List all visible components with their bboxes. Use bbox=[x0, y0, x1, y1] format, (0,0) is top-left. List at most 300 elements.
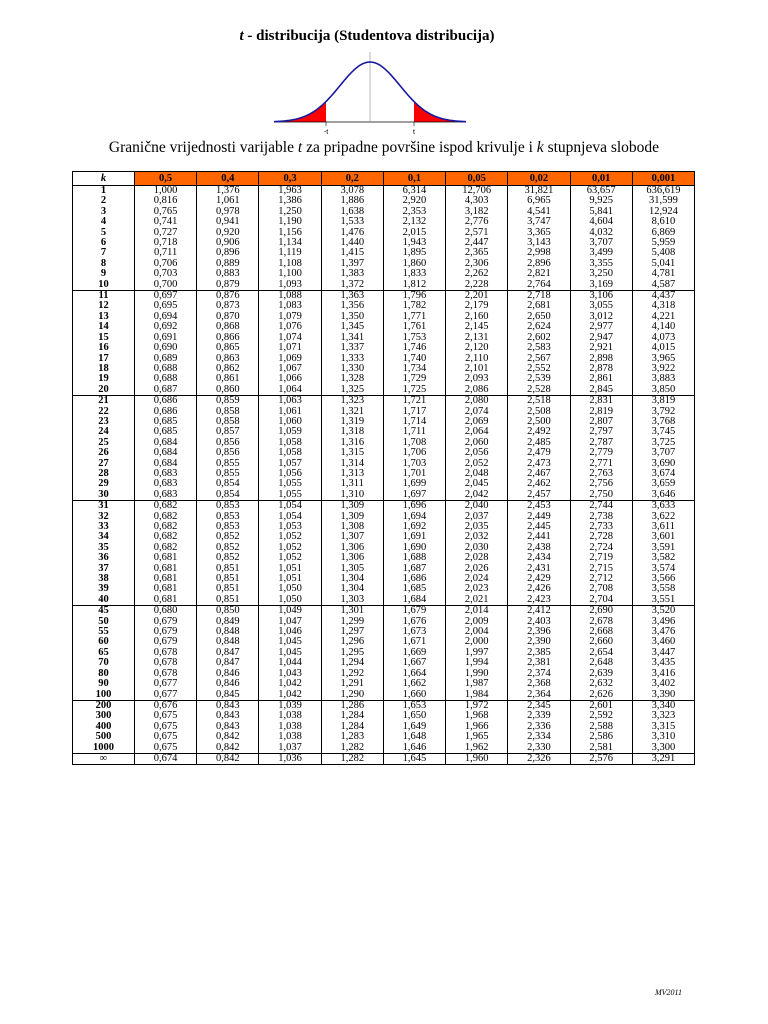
critical-value-cell: 0,854 bbox=[197, 479, 259, 489]
page-title bbox=[0, 28, 734, 45]
critical-value-cell: 0,849 bbox=[197, 617, 259, 627]
critical-value-cell: 2,601 bbox=[570, 700, 632, 711]
critical-value-cell: 0,675 bbox=[135, 711, 197, 721]
degrees-of-freedom-cell: 70 bbox=[73, 658, 135, 668]
degrees-of-freedom-cell: 15 bbox=[73, 333, 135, 343]
critical-value-cell: 0,851 bbox=[197, 574, 259, 584]
critical-value-cell: 0,703 bbox=[135, 269, 197, 279]
critical-value-cell: 2,449 bbox=[508, 512, 570, 522]
critical-value-cell: 1,054 bbox=[259, 501, 321, 512]
critical-value-cell: 2,898 bbox=[570, 354, 632, 364]
degrees-of-freedom-cell: 4 bbox=[73, 217, 135, 227]
critical-value-cell: 0,687 bbox=[135, 385, 197, 396]
degrees-of-freedom-cell: 20 bbox=[73, 385, 135, 396]
critical-value-cell: 2,764 bbox=[508, 280, 570, 291]
degrees-of-freedom-cell: 3 bbox=[73, 207, 135, 217]
critical-value-cell: 3,725 bbox=[632, 438, 694, 448]
table-row bbox=[73, 343, 695, 353]
critical-value-cell: 1,282 bbox=[321, 743, 383, 754]
critical-value-cell: 1,054 bbox=[259, 512, 321, 522]
critical-value-cell: 1,648 bbox=[383, 732, 445, 742]
critical-value-cell: 2,438 bbox=[508, 543, 570, 553]
critical-value-cell: 0,694 bbox=[135, 312, 197, 322]
critical-value-cell: 3,365 bbox=[508, 228, 570, 238]
critical-value-cell: 3,566 bbox=[632, 574, 694, 584]
critical-value-cell: 0,676 bbox=[135, 700, 197, 711]
subtitle-part3: stupnjeva slobode bbox=[543, 139, 660, 156]
table-row bbox=[73, 753, 695, 764]
critical-value-cell: 0,856 bbox=[197, 448, 259, 458]
critical-value-cell: 1,058 bbox=[259, 448, 321, 458]
critical-value-cell: 4,604 bbox=[570, 217, 632, 227]
degrees-of-freedom-cell: 16 bbox=[73, 343, 135, 353]
critical-value-cell: 3,922 bbox=[632, 364, 694, 374]
critical-value-cell: 1,350 bbox=[321, 312, 383, 322]
alpha-header: 0,2 bbox=[321, 172, 383, 186]
critical-value-cell: 0,682 bbox=[135, 532, 197, 542]
critical-value-cell: 1,669 bbox=[383, 648, 445, 658]
critical-value-cell: 2,763 bbox=[570, 469, 632, 479]
critical-value-cell: 2,602 bbox=[508, 333, 570, 343]
critical-value-cell: 0,727 bbox=[135, 228, 197, 238]
critical-value-cell: 1,291 bbox=[321, 679, 383, 689]
critical-value-cell: 0,685 bbox=[135, 417, 197, 427]
critical-value-cell: 0,846 bbox=[197, 669, 259, 679]
critical-value-cell: 1,687 bbox=[383, 564, 445, 574]
critical-value-cell: 2,819 bbox=[570, 407, 632, 417]
alpha-header: 0,3 bbox=[259, 172, 321, 186]
critical-value-cell: 0,683 bbox=[135, 469, 197, 479]
degrees-of-freedom-cell: 26 bbox=[73, 448, 135, 458]
critical-value-cell: 1,057 bbox=[259, 459, 321, 469]
critical-value-cell: 1,997 bbox=[446, 648, 508, 658]
critical-value-cell: 2,131 bbox=[446, 333, 508, 343]
degrees-of-freedom-cell: 35 bbox=[73, 543, 135, 553]
critical-value-cell: 2,132 bbox=[383, 217, 445, 227]
critical-value-cell: 1,679 bbox=[383, 606, 445, 617]
critical-value-cell: 2,654 bbox=[570, 648, 632, 658]
critical-value-cell: 0,679 bbox=[135, 617, 197, 627]
critical-value-cell: 3,435 bbox=[632, 658, 694, 668]
critical-value-cell: 0,842 bbox=[197, 743, 259, 754]
critical-value-cell: 1,056 bbox=[259, 469, 321, 479]
critical-value-cell: 0,843 bbox=[197, 700, 259, 711]
critical-value-cell: 1,292 bbox=[321, 669, 383, 679]
critical-value-cell: 1,038 bbox=[259, 722, 321, 732]
critical-value-cell: 3,850 bbox=[632, 385, 694, 396]
critical-value-cell: 2,120 bbox=[446, 343, 508, 353]
critical-value-cell: 1,313 bbox=[321, 469, 383, 479]
critical-value-cell: 1,328 bbox=[321, 374, 383, 384]
critical-value-cell: 1,645 bbox=[383, 753, 445, 764]
critical-value-cell: 2,771 bbox=[570, 459, 632, 469]
critical-value-cell: 1,372 bbox=[321, 280, 383, 291]
critical-value-cell: 3,402 bbox=[632, 679, 694, 689]
degrees-of-freedom-cell: 18 bbox=[73, 364, 135, 374]
critical-value-cell: 1,968 bbox=[446, 711, 508, 721]
critical-value-cell: 2,473 bbox=[508, 459, 570, 469]
critical-value-cell: 0,684 bbox=[135, 438, 197, 448]
critical-value-cell: 4,032 bbox=[570, 228, 632, 238]
critical-value-cell: 1,051 bbox=[259, 564, 321, 574]
critical-value-cell: 1,697 bbox=[383, 490, 445, 501]
critical-value-cell: 2,920 bbox=[383, 196, 445, 206]
critical-value-cell: 0,848 bbox=[197, 627, 259, 637]
critical-value-cell: 1,061 bbox=[259, 407, 321, 417]
critical-value-cell: 1,309 bbox=[321, 501, 383, 512]
critical-value-cell: 1,045 bbox=[259, 648, 321, 658]
critical-value-cell: 1,330 bbox=[321, 364, 383, 374]
critical-value-cell: 2,035 bbox=[446, 522, 508, 532]
critical-value-cell: 2,024 bbox=[446, 574, 508, 584]
critical-value-cell: 3,355 bbox=[570, 259, 632, 269]
degrees-of-freedom-cell: 34 bbox=[73, 532, 135, 542]
critical-value-cell: 1,685 bbox=[383, 584, 445, 594]
critical-value-cell: 2,787 bbox=[570, 438, 632, 448]
critical-value-cell: 1,038 bbox=[259, 711, 321, 721]
table-row bbox=[73, 396, 695, 407]
critical-value-cell: 9,925 bbox=[570, 196, 632, 206]
critical-value-cell: 0,681 bbox=[135, 584, 197, 594]
critical-value-cell: 3,622 bbox=[632, 512, 694, 522]
critical-value-cell: 3,182 bbox=[446, 207, 508, 217]
critical-value-cell: 3,291 bbox=[632, 753, 694, 764]
alpha-header: 0,1 bbox=[383, 172, 445, 186]
critical-value-cell: 2,060 bbox=[446, 438, 508, 448]
critical-value-cell: 0,978 bbox=[197, 207, 259, 217]
critical-value-cell: 2,423 bbox=[508, 595, 570, 606]
critical-value-cell: 0,686 bbox=[135, 396, 197, 407]
critical-value-cell: 1,190 bbox=[259, 217, 321, 227]
critical-value-cell: 3,707 bbox=[570, 238, 632, 248]
critical-value-cell: 1,047 bbox=[259, 617, 321, 627]
critical-value-cell: 1,063 bbox=[259, 396, 321, 407]
critical-value-cell: 2,718 bbox=[508, 291, 570, 302]
critical-value-cell: 2,434 bbox=[508, 553, 570, 563]
critical-value-cell: 2,492 bbox=[508, 427, 570, 437]
critical-value-cell: 2,014 bbox=[446, 606, 508, 617]
critical-value-cell: 2,365 bbox=[446, 248, 508, 258]
critical-value-cell: 636,619 bbox=[632, 186, 694, 197]
table-description bbox=[0, 139, 768, 157]
critical-value-cell: 2,030 bbox=[446, 543, 508, 553]
critical-value-cell: 2,353 bbox=[383, 207, 445, 217]
critical-value-cell: 1,771 bbox=[383, 312, 445, 322]
critical-value-cell: 0,851 bbox=[197, 584, 259, 594]
critical-value-cell: 0,816 bbox=[135, 196, 197, 206]
critical-value-cell: 2,571 bbox=[446, 228, 508, 238]
critical-value-cell: 2,712 bbox=[570, 574, 632, 584]
critical-value-cell: 1,699 bbox=[383, 479, 445, 489]
critical-value-cell: 2,583 bbox=[508, 343, 570, 353]
critical-value-cell: 1,987 bbox=[446, 679, 508, 689]
critical-value-cell: 2,228 bbox=[446, 280, 508, 291]
critical-value-cell: 1,960 bbox=[446, 753, 508, 764]
critical-value-cell: 1,650 bbox=[383, 711, 445, 721]
critical-value-cell: 0,741 bbox=[135, 217, 197, 227]
degrees-of-freedom-cell: 37 bbox=[73, 564, 135, 574]
critical-value-cell: 0,870 bbox=[197, 312, 259, 322]
degrees-of-freedom-cell: 40 bbox=[73, 595, 135, 606]
degrees-of-freedom-cell: 38 bbox=[73, 574, 135, 584]
critical-value-cell: 0,848 bbox=[197, 637, 259, 647]
critical-value-cell: 1,963 bbox=[259, 186, 321, 197]
degrees-of-freedom-cell: 13 bbox=[73, 312, 135, 322]
critical-value-cell: 3,460 bbox=[632, 637, 694, 647]
critical-value-cell: 1,721 bbox=[383, 396, 445, 407]
critical-value-cell: 0,879 bbox=[197, 280, 259, 291]
critical-value-cell: 2,045 bbox=[446, 479, 508, 489]
critical-value-cell: 1,069 bbox=[259, 354, 321, 364]
critical-value-cell: 2,431 bbox=[508, 564, 570, 574]
critical-value-cell: 2,179 bbox=[446, 301, 508, 311]
subtitle-var-t: t bbox=[297, 139, 303, 156]
critical-value-cell: 2,632 bbox=[570, 679, 632, 689]
critical-value-cell: 2,592 bbox=[570, 711, 632, 721]
degrees-of-freedom-cell: 500 bbox=[73, 732, 135, 742]
critical-value-cell: 3,707 bbox=[632, 448, 694, 458]
critical-value-cell: 1,376 bbox=[197, 186, 259, 197]
critical-value-cell: 0,682 bbox=[135, 522, 197, 532]
critical-value-cell: 2,567 bbox=[508, 354, 570, 364]
degrees-of-freedom-cell: 17 bbox=[73, 354, 135, 364]
critical-value-cell: 2,821 bbox=[508, 269, 570, 279]
critical-value-cell: 1,345 bbox=[321, 322, 383, 332]
critical-value-cell: 1,045 bbox=[259, 637, 321, 647]
critical-value-cell: 0,842 bbox=[197, 732, 259, 742]
critical-value-cell: 1,286 bbox=[321, 700, 383, 711]
critical-value-cell: 1,052 bbox=[259, 553, 321, 563]
degrees-of-freedom-cell: 50 bbox=[73, 617, 135, 627]
critical-value-cell: 1,717 bbox=[383, 407, 445, 417]
critical-value-cell: 0,675 bbox=[135, 732, 197, 742]
critical-value-cell: 0,682 bbox=[135, 512, 197, 522]
critical-value-cell: 0,906 bbox=[197, 238, 259, 248]
critical-value-cell: 3,169 bbox=[570, 280, 632, 291]
critical-value-cell: 0,860 bbox=[197, 385, 259, 396]
critical-value-cell: 1,066 bbox=[259, 374, 321, 384]
critical-value-cell: 1,676 bbox=[383, 617, 445, 627]
critical-value-cell: 0,847 bbox=[197, 648, 259, 658]
degrees-of-freedom-cell: 80 bbox=[73, 669, 135, 679]
critical-value-cell: 1,306 bbox=[321, 543, 383, 553]
critical-value-cell: 3,551 bbox=[632, 595, 694, 606]
degrees-of-freedom-cell: 60 bbox=[73, 637, 135, 647]
critical-value-cell: 2,576 bbox=[570, 753, 632, 764]
critical-value-cell: 0,680 bbox=[135, 606, 197, 617]
critical-value-cell: 1,725 bbox=[383, 385, 445, 396]
critical-value-cell: 1,297 bbox=[321, 627, 383, 637]
critical-value-cell: 3,012 bbox=[570, 312, 632, 322]
critical-value-cell: 3,792 bbox=[632, 407, 694, 417]
critical-value-cell: 1,415 bbox=[321, 248, 383, 258]
critical-value-cell: 2,479 bbox=[508, 448, 570, 458]
critical-value-cell: 0,852 bbox=[197, 553, 259, 563]
critical-value-cell: 0,843 bbox=[197, 722, 259, 732]
critical-value-cell: 3,601 bbox=[632, 532, 694, 542]
critical-value-cell: 2,921 bbox=[570, 343, 632, 353]
degrees-of-freedom-cell: 19 bbox=[73, 374, 135, 384]
critical-value-cell: 0,678 bbox=[135, 669, 197, 679]
critical-value-cell: 2,539 bbox=[508, 374, 570, 384]
critical-value-cell: 2,678 bbox=[570, 617, 632, 627]
critical-value-cell: 3,965 bbox=[632, 354, 694, 364]
critical-value-cell: 0,868 bbox=[197, 322, 259, 332]
critical-value-cell: 2,334 bbox=[508, 732, 570, 742]
critical-value-cell: 0,682 bbox=[135, 501, 197, 512]
critical-value-cell: 1,734 bbox=[383, 364, 445, 374]
critical-value-cell: 2,977 bbox=[570, 322, 632, 332]
critical-value-cell: 1,059 bbox=[259, 427, 321, 437]
critical-value-cell: 2,086 bbox=[446, 385, 508, 396]
critical-value-cell: 2,998 bbox=[508, 248, 570, 258]
critical-value-cell: 0,842 bbox=[197, 753, 259, 764]
critical-value-cell: 1,325 bbox=[321, 385, 383, 396]
critical-value-cell: 1,812 bbox=[383, 280, 445, 291]
degrees-of-freedom-cell: 1 bbox=[73, 186, 135, 197]
critical-value-cell: 2,145 bbox=[446, 322, 508, 332]
critical-value-cell: 2,861 bbox=[570, 374, 632, 384]
critical-value-cell: 0,862 bbox=[197, 364, 259, 374]
critical-value-cell: 2,023 bbox=[446, 584, 508, 594]
critical-value-cell: 2,447 bbox=[446, 238, 508, 248]
alpha-header: 0,01 bbox=[570, 172, 632, 186]
subtitle-part1: Granične vrijednosti varijable bbox=[108, 139, 298, 156]
critical-value-cell: 2,845 bbox=[570, 385, 632, 396]
alpha-header: 0,001 bbox=[632, 172, 694, 186]
critical-value-cell: 1,309 bbox=[321, 512, 383, 522]
critical-value-cell: 1,673 bbox=[383, 627, 445, 637]
critical-value-cell: 2,500 bbox=[508, 417, 570, 427]
critical-value-cell: 1,055 bbox=[259, 490, 321, 501]
critical-value-cell: 1,690 bbox=[383, 543, 445, 553]
critical-value-cell: 2,074 bbox=[446, 407, 508, 417]
degrees-of-freedom-cell: 14 bbox=[73, 322, 135, 332]
critical-value-cell: 2,426 bbox=[508, 584, 570, 594]
critical-value-cell: 2,069 bbox=[446, 417, 508, 427]
critical-value-cell: 2,467 bbox=[508, 469, 570, 479]
critical-value-cell: 2,441 bbox=[508, 532, 570, 542]
critical-value-cell: 0,847 bbox=[197, 658, 259, 668]
table-row bbox=[73, 595, 695, 606]
critical-value-cell: 1,696 bbox=[383, 501, 445, 512]
critical-value-cell: 2,052 bbox=[446, 459, 508, 469]
critical-value-cell: 2,719 bbox=[570, 553, 632, 563]
table-row bbox=[73, 732, 695, 742]
critical-value-cell: 1,782 bbox=[383, 301, 445, 311]
critical-value-cell: 1,994 bbox=[446, 658, 508, 668]
critical-value-cell: 0,688 bbox=[135, 374, 197, 384]
critical-value-cell: 0,674 bbox=[135, 753, 197, 764]
critical-value-cell: 0,852 bbox=[197, 543, 259, 553]
critical-value-cell: 2,485 bbox=[508, 438, 570, 448]
critical-value-cell: 1,397 bbox=[321, 259, 383, 269]
degrees-of-freedom-cell: 31 bbox=[73, 501, 135, 512]
critical-value-cell: 0,941 bbox=[197, 217, 259, 227]
degrees-of-freedom-cell: 65 bbox=[73, 648, 135, 658]
critical-value-cell: 1,962 bbox=[446, 743, 508, 754]
critical-value-cell: 0,677 bbox=[135, 679, 197, 689]
critical-value-cell: 1,703 bbox=[383, 459, 445, 469]
critical-value-cell: 1,299 bbox=[321, 617, 383, 627]
critical-value-cell: 2,345 bbox=[508, 700, 570, 711]
critical-value-cell: 3,496 bbox=[632, 617, 694, 627]
critical-value-cell: 0,845 bbox=[197, 690, 259, 701]
critical-value-cell: 1,043 bbox=[259, 669, 321, 679]
critical-value-cell: 0,681 bbox=[135, 574, 197, 584]
critical-value-cell: 1,282 bbox=[321, 753, 383, 764]
critical-value-cell: 1,311 bbox=[321, 479, 383, 489]
critical-value-cell: 1,646 bbox=[383, 743, 445, 754]
critical-value-cell: 63,657 bbox=[570, 186, 632, 197]
critical-value-cell: 1,064 bbox=[259, 385, 321, 396]
critical-value-cell: 1,316 bbox=[321, 438, 383, 448]
critical-value-cell: 1,046 bbox=[259, 627, 321, 637]
critical-value-cell: 0,683 bbox=[135, 490, 197, 501]
critical-value-cell: 1,746 bbox=[383, 343, 445, 353]
critical-value-cell: 4,303 bbox=[446, 196, 508, 206]
critical-value-cell: 1,965 bbox=[446, 732, 508, 742]
critical-value-cell: 1,440 bbox=[321, 238, 383, 248]
critical-value-cell: 2,728 bbox=[570, 532, 632, 542]
critical-value-cell: 3,055 bbox=[570, 301, 632, 311]
critical-value-cell: 2,064 bbox=[446, 427, 508, 437]
critical-value-cell: 2,681 bbox=[508, 301, 570, 311]
critical-value-cell: 3,106 bbox=[570, 291, 632, 302]
right-tail-area bbox=[414, 102, 466, 122]
critical-value-cell: 1,638 bbox=[321, 207, 383, 217]
table-row bbox=[73, 490, 695, 501]
critical-value-cell: 2,878 bbox=[570, 364, 632, 374]
degrees-of-freedom-cell: 23 bbox=[73, 417, 135, 427]
critical-value-cell: 1,318 bbox=[321, 427, 383, 437]
degrees-of-freedom-cell: 8 bbox=[73, 259, 135, 269]
critical-value-cell: 31,599 bbox=[632, 196, 694, 206]
critical-value-cell: 1,363 bbox=[321, 291, 383, 302]
critical-value-cell: 0,858 bbox=[197, 417, 259, 427]
critical-value-cell: 1,042 bbox=[259, 679, 321, 689]
critical-value-cell: 2,080 bbox=[446, 396, 508, 407]
critical-value-cell: 1,708 bbox=[383, 438, 445, 448]
critical-value-cell: 1,664 bbox=[383, 669, 445, 679]
critical-value-cell: 0,679 bbox=[135, 637, 197, 647]
left-tail-area bbox=[274, 102, 326, 122]
critical-value-cell: 3,883 bbox=[632, 374, 694, 384]
critical-value-cell: 0,681 bbox=[135, 595, 197, 606]
critical-value-cell: 0,855 bbox=[197, 459, 259, 469]
critical-value-cell: 1,833 bbox=[383, 269, 445, 279]
critical-value-cell: 2,639 bbox=[570, 669, 632, 679]
critical-value-cell: 2,048 bbox=[446, 469, 508, 479]
critical-value-cell: 12,706 bbox=[446, 186, 508, 197]
critical-value-cell: 2,750 bbox=[570, 490, 632, 501]
critical-value-cell: 2,831 bbox=[570, 396, 632, 407]
critical-value-cell: 0,765 bbox=[135, 207, 197, 217]
critical-value-cell: 1,671 bbox=[383, 637, 445, 647]
degrees-of-freedom-cell: 100 bbox=[73, 690, 135, 701]
critical-value-cell: 1,294 bbox=[321, 658, 383, 668]
critical-value-cell: 2,412 bbox=[508, 606, 570, 617]
critical-value-cell: 5,041 bbox=[632, 259, 694, 269]
critical-value-cell: 1,740 bbox=[383, 354, 445, 364]
critical-value-cell: 4,221 bbox=[632, 312, 694, 322]
critical-value-cell: 1,076 bbox=[259, 322, 321, 332]
degrees-of-freedom-cell: 10 bbox=[73, 280, 135, 291]
critical-value-cell: 6,869 bbox=[632, 228, 694, 238]
critical-value-cell: 3,582 bbox=[632, 553, 694, 563]
table-row bbox=[73, 385, 695, 396]
critical-value-cell: 3,390 bbox=[632, 690, 694, 701]
